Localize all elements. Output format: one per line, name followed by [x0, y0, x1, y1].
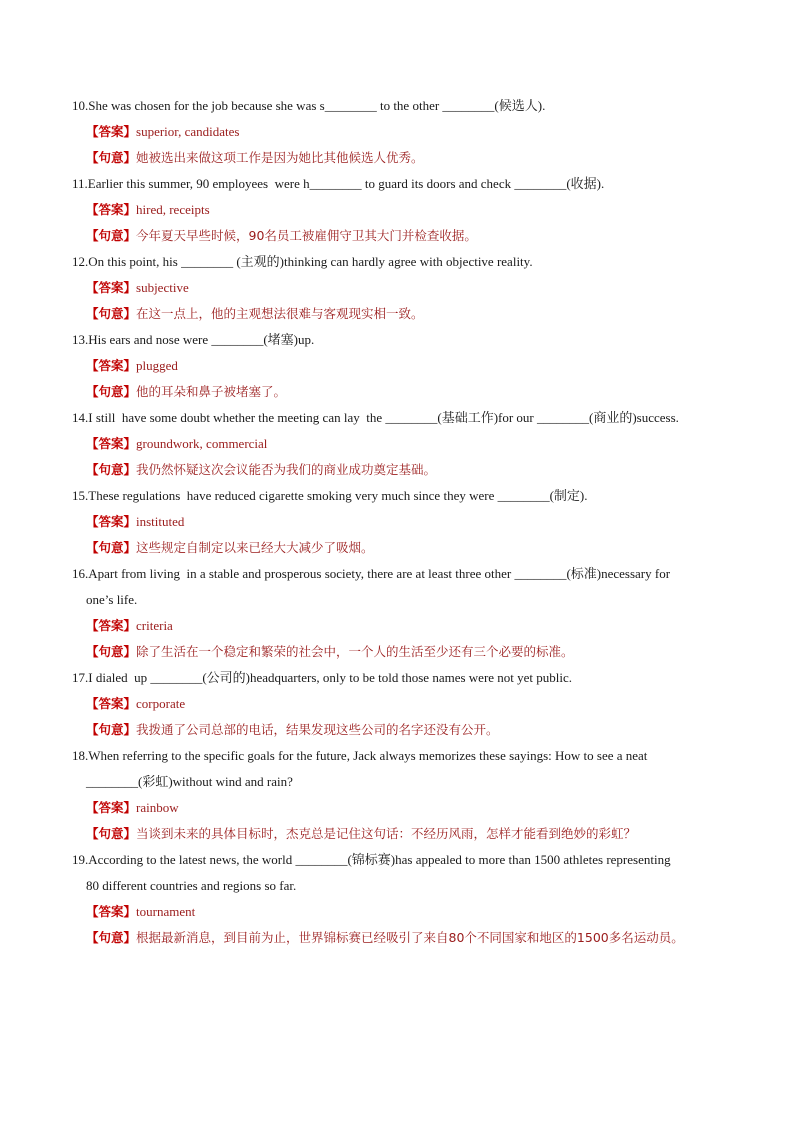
meaning-line	[72, 821, 722, 847]
question-line: 11.Earlier this summer, 90 employees were h________ to guard its doors and check ________(收据).	[72, 176, 605, 191]
question-text	[72, 561, 722, 613]
answer-text: subjective	[136, 280, 189, 295]
answer-text: rainbow	[136, 800, 179, 815]
answer-text: superior, candidates	[136, 124, 240, 139]
answer-line	[72, 509, 722, 535]
meaning-text: 这些规定自制定以来已经大大减少了吸烟。	[136, 540, 374, 555]
answer-line	[72, 431, 722, 457]
meaning-line	[72, 925, 722, 951]
meaning-label: 【句意】	[86, 644, 137, 659]
meaning-label: 【句意】	[86, 462, 137, 477]
exercise-item	[72, 561, 722, 665]
question-text	[72, 743, 722, 795]
question-text	[72, 171, 722, 197]
question-line: 80 different countries and regions so far.	[86, 878, 297, 893]
question-line: ________(彩虹)without wind and rain?	[86, 774, 293, 789]
exercise-list	[72, 93, 722, 951]
answer-line	[72, 197, 722, 223]
meaning-text: 当谈到未来的具体目标时，杰克总是记住这句话：不经历风雨，怎样才能看到绝妙的彩虹？	[136, 826, 637, 841]
meaning-label: 【句意】	[86, 228, 137, 243]
answer-label: 【答案】	[86, 800, 137, 815]
answer-line	[72, 353, 722, 379]
meaning-text: 我仍然怀疑这次会议能否为我们的商业成功奠定基础。	[136, 462, 437, 477]
answer-text: instituted	[136, 514, 185, 529]
answer-line	[72, 613, 722, 639]
meaning-label: 【句意】	[86, 826, 137, 841]
answer-text: plugged	[136, 358, 178, 373]
answer-text: criteria	[136, 618, 173, 633]
question-text	[72, 93, 722, 119]
meaning-line	[72, 457, 722, 483]
meaning-line	[72, 639, 722, 665]
meaning-text: 今年夏天早些时候，90名员工被雇佣守卫其大门并检查收据。	[136, 228, 477, 243]
answer-label: 【答案】	[86, 124, 137, 139]
meaning-line	[72, 535, 722, 561]
answer-label: 【答案】	[86, 202, 137, 217]
question-text	[72, 665, 722, 691]
question-line: 16.Apart from living in a stable and prosperous society, there are at least three other ________(标准)necessary for	[72, 566, 671, 581]
question-line: 15.These regulations have reduced cigarette smoking very much since they were ________(制定).	[72, 488, 588, 503]
answer-text: hired, receipts	[136, 202, 210, 217]
answer-line	[72, 275, 722, 301]
meaning-line	[72, 379, 722, 405]
answer-line	[72, 795, 722, 821]
answer-text: corporate	[136, 696, 186, 711]
exercise-item	[72, 665, 722, 743]
answer-line	[72, 899, 722, 925]
answer-label: 【答案】	[86, 618, 137, 633]
question-text	[72, 483, 722, 509]
exercise-item	[72, 483, 722, 561]
meaning-label: 【句意】	[86, 384, 137, 399]
question-line: 12.On this point, his ________ (主观的)thinking can hardly agree with objective reality.	[72, 254, 533, 269]
question-line: 10.She was chosen for the job because she was s________ to the other ________(候选人).	[72, 98, 546, 113]
meaning-text: 他的耳朵和鼻子被堵塞了。	[136, 384, 287, 399]
meaning-text: 根据最新消息，到目前为止，世界锦标赛已经吸引了来自80个不同国家和地区的1500多名运动员。	[136, 930, 684, 945]
exercise-item	[72, 327, 722, 405]
question-line: 14.I still have some doubt whether the meeting can lay the ________(基础工作)for our ________(商业的)success.	[72, 410, 679, 425]
question-text	[72, 405, 722, 431]
question-text	[72, 847, 722, 899]
question-line: 13.His ears and nose were ________(堵塞)up.	[72, 332, 315, 347]
answer-label: 【答案】	[86, 696, 137, 711]
meaning-line	[72, 717, 722, 743]
meaning-label: 【句意】	[86, 150, 137, 165]
meaning-label: 【句意】	[86, 540, 137, 555]
meaning-label: 【句意】	[86, 722, 137, 737]
meaning-text: 除了生活在一个稳定和繁荣的社会中，一个人的生活至少还有三个必要的标准。	[136, 644, 574, 659]
exercise-item	[72, 93, 722, 171]
question-text	[72, 249, 722, 275]
question-text	[72, 327, 722, 353]
exercise-item	[72, 171, 722, 249]
answer-text: tournament	[136, 904, 196, 919]
question-line: 17.I dialed up ________(公司的)headquarters, only to be told those names were not yet public.	[72, 670, 573, 685]
exercise-item	[72, 743, 722, 847]
answer-label: 【答案】	[86, 358, 137, 373]
meaning-label: 【句意】	[86, 930, 137, 945]
answer-label: 【答案】	[86, 436, 137, 451]
answer-label: 【答案】	[86, 904, 137, 919]
question-line: 19.According to the latest news, the world ________(锦标赛)has appealed to more than 1500 athletes representing	[72, 852, 671, 867]
answer-line	[72, 119, 722, 145]
meaning-line	[72, 145, 722, 171]
exercise-item	[72, 249, 722, 327]
answer-text: groundwork, commercial	[136, 436, 268, 451]
meaning-label: 【句意】	[86, 306, 137, 321]
meaning-line	[72, 301, 722, 327]
meaning-text: 在这一点上，他的主观想法很难与客观现实相一致。	[136, 306, 424, 321]
meaning-text: 我拨通了公司总部的电话，结果发现这些公司的名字还没有公开。	[136, 722, 499, 737]
answer-line	[72, 691, 722, 717]
question-line: 18.When referring to the specific goals for the future, Jack always memorizes these sayings: How to see a neat	[72, 748, 648, 763]
question-line: one’s life.	[86, 592, 138, 607]
exercise-item	[72, 847, 722, 951]
exercise-item	[72, 405, 722, 483]
answer-label: 【答案】	[86, 514, 137, 529]
meaning-line	[72, 223, 722, 249]
answer-label: 【答案】	[86, 280, 137, 295]
meaning-text: 她被选出来做这项工作是因为她比其他候选人优秀。	[136, 150, 424, 165]
